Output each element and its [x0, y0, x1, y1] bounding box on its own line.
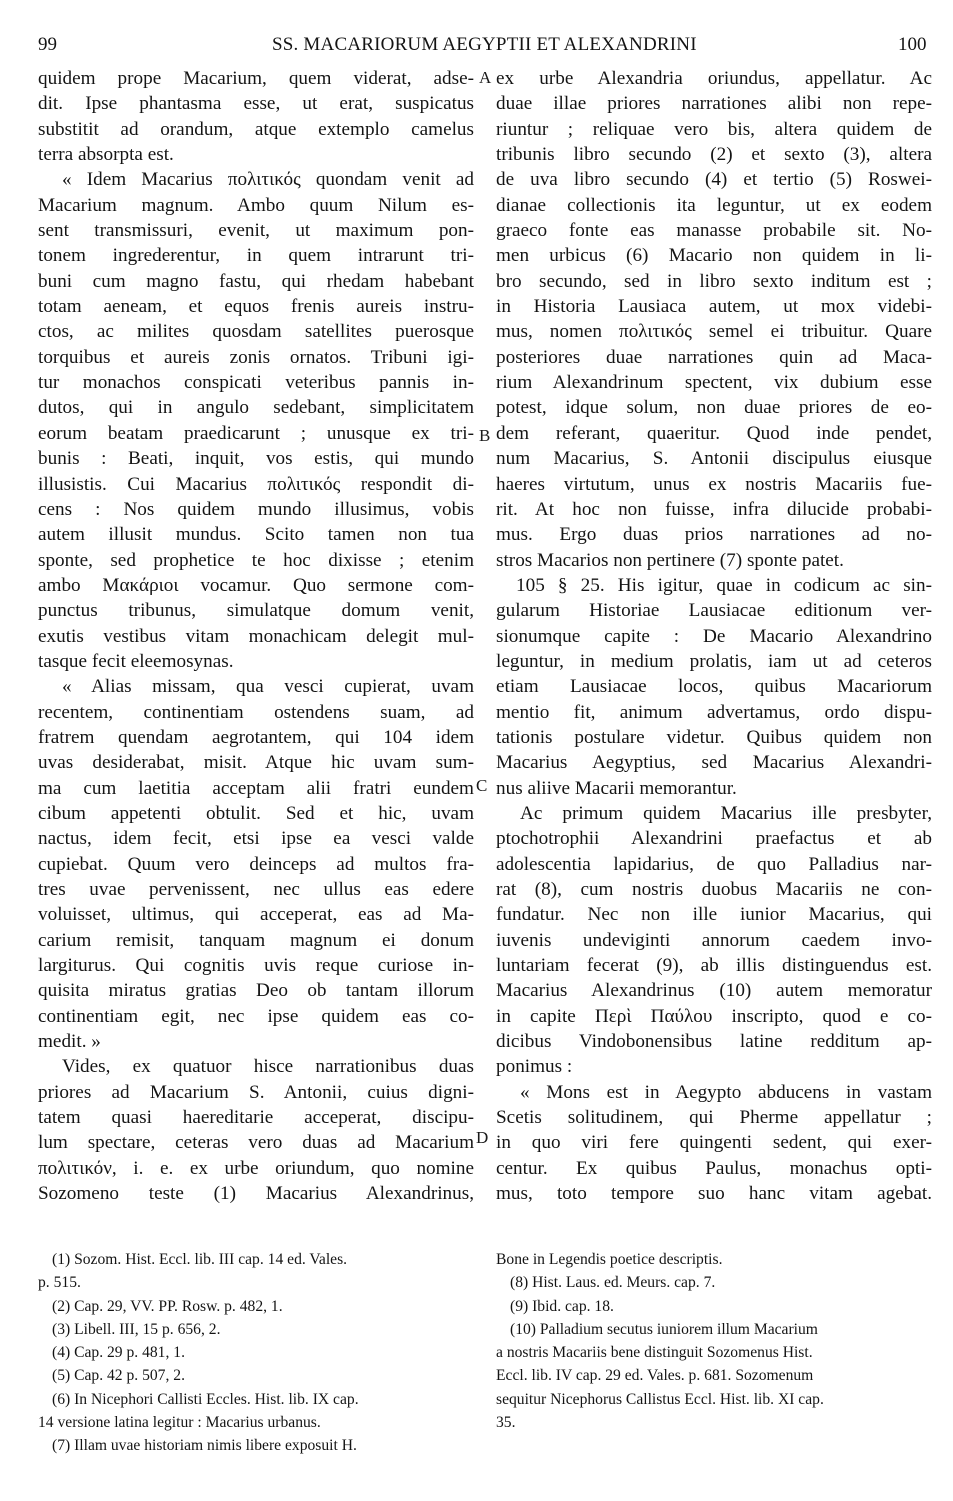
text-line: centur. Ex quibus Paulus, monachus opti- — [496, 1157, 932, 1179]
text-line: mus. Ergo duas prios narrationes ad no- — [496, 524, 932, 546]
text-line: Ac primum quidem Macarius ille presbyter, — [520, 802, 932, 824]
text-line: sent transmissuri, evenit, ut maximum pon- — [38, 220, 474, 242]
text-line: mentio fit, animum advertamus, ordo dispu- — [496, 701, 932, 723]
text-line: 105 § 25. His igitur, quae in codicum ac sin- — [516, 574, 932, 596]
text-line: ctos, ac milites quosdam satellites puerosque — [38, 321, 474, 343]
text-line: sponte, sed prophetice te hoc dixisse ; etenim — [38, 549, 474, 571]
text-line: dem referant, quaeritur. Quod inde pendet, — [496, 422, 932, 444]
text-line: leguntur, in medium prolatis, iam ut ad ceteros — [496, 650, 932, 672]
text-line: substitit ad orandum, atque extemplo camelus — [38, 118, 474, 140]
text-line: priores ad Macarium S. Antonii, cuius digni- — [38, 1081, 474, 1103]
footnote: (9) Ibid. cap. 18. — [510, 1297, 614, 1315]
footnote: (2) Cap. 29, VV. PP. Rosw. p. 482, 1. — [52, 1297, 283, 1315]
text-line: dianae collectionis ita leguntur, ut ex eodem — [496, 194, 932, 216]
text-line: « Idem Macarius πολιτικός quondam venit ad — [62, 169, 474, 191]
text-line: Vides, ex quatuor hisce narrationibus duas — [62, 1056, 474, 1078]
footnote: Eccl. lib. IV cap. 29 ed. Vales. p. 681. Sozomenum — [496, 1367, 814, 1385]
footnote: 14 versione latina legitur : Macarius urbanus. — [38, 1414, 321, 1432]
text-line: illusistis. Cui Macarius πολιτικός respondit di- — [38, 473, 474, 495]
footnotes-right — [496, 1248, 936, 1434]
text-line: rit. At hoc non fuisse, infra dilucide probabi- — [496, 498, 932, 520]
text-line: totam aeneam, et equos frenis aureis instru- — [38, 296, 474, 318]
text-line: medit. » — [38, 1031, 101, 1053]
text-line: dutos, qui in angulo sedebant, simplicitatem — [38, 397, 474, 419]
footnote: sequitur Nicephorus Callistus Eccl. Hist. lib. XI cap. — [496, 1390, 824, 1408]
text-line: eorum beatam praedicarunt ; unusque ex tri- — [38, 422, 474, 444]
text-line: rat (8), cum nostris duobus Macariis ne con- — [496, 879, 932, 900]
text-line: ponimus : — [496, 1056, 573, 1078]
text-line: posteriores duae narrationes quin ad Maca- — [496, 346, 932, 368]
text-line: tres uvae pervenissent, nec ullus eas edere — [38, 879, 474, 900]
text-line: tationis postulare videtur. Quibus quidem non — [496, 726, 932, 748]
text-line: recentem, continentiam ostendens suam, ad — [38, 701, 474, 723]
text-line: continentiam egit, nec ipse quidem eas co- — [38, 1005, 474, 1027]
text-line: largiturus. Qui cognitis uvis reque curiose in- — [38, 955, 474, 977]
text-line: rium Alexandrinum spectent, vix dubium esse — [496, 372, 932, 394]
text-line: « Alias missam, qua vesci cupierat, uvam — [62, 676, 474, 698]
text-line: in quo viri fere quingenti sedent, qui exer- — [496, 1132, 932, 1154]
text-line: exutis vestibus vitam monachicam delegit mul- — [38, 625, 474, 647]
text-line: cupiebat. Quum vero deinceps ad multos fra- — [38, 853, 474, 875]
right-column — [496, 66, 932, 1206]
text-line: tonem ingrederentur, in quem intrarunt tri- — [38, 245, 474, 267]
text-line: fundatur. Nec non ille iunior Macarius, qui — [496, 904, 932, 926]
footnote: a nostris Macariis bene distinguit Sozomenus Hist. — [496, 1344, 813, 1362]
text-line: num Macarius, S. Antonii discipulus eiusque — [496, 448, 932, 470]
text-line: autem illusit mundus. Scito tamen non tua — [38, 524, 474, 546]
text-line: ex urbe Alexandria oriundus, appellatur. Ac — [496, 68, 932, 89]
text-line: terra absorpta est. — [38, 144, 174, 166]
text-line: punctus tribunus, simulatque domum venit, — [38, 600, 474, 622]
footnote: (8) Hist. Laus. ed. Meurs. cap. 7. — [510, 1274, 716, 1292]
text-line: Sozomeno teste (1) Macarius Alexandrinus, — [38, 1183, 474, 1205]
text-line: potest, idque solum, non duae priores de eo- — [496, 397, 932, 419]
margin-letter-c: C — [476, 776, 488, 795]
text-line: voluisset, ultimus, qui acceperat, eas ad Ma- — [38, 904, 474, 926]
footnote: (1) Sozom. Hist. Eccl. lib. III cap. 14 ed. Vales. — [52, 1251, 348, 1268]
text-line: de uva libro secundo (4) et tertio (5) Roswei- — [496, 169, 932, 191]
text-line: ambo Μακάριοι vocamur. Quo sermone com- — [38, 574, 474, 596]
text-line: men urbicus (6) Macario non quidem in li- — [496, 245, 932, 267]
text-line: « Mons est in Aegypto abducens in vastam — [520, 1081, 932, 1103]
text-line: cibum appetenti obtulit. Sed et hic, uvam — [38, 802, 474, 824]
text-line: tatem quasi haereditarie acceperat, discipu- — [38, 1107, 474, 1129]
footnotes-left — [38, 1248, 478, 1458]
text-line: ma cum laetitia acceptam alii fratri eundem — [38, 777, 474, 799]
text-line: sionumque capite : De Macario Alexandrino — [496, 625, 932, 647]
footnote: (3) Libell. III, 15 p. 656, 2. — [52, 1320, 221, 1338]
text-line: riuntur ; reliquae vero bis, altera quidem de — [496, 118, 932, 140]
text-line: quidem prope Macarium, quem viderat, adse- — [38, 68, 474, 89]
margin-letter-b: B — [479, 426, 491, 445]
text-line: bro secundo, sed in libro sexto inditum est ; — [496, 270, 932, 292]
text-line: Macarius Aegyptius, sed Macarius Alexandri- — [496, 752, 932, 774]
text-line: dit. Ipse phantasma esse, ut erat, suspicatus — [38, 93, 474, 115]
text-line: adolescentia lapidarius, de quo Palladius nar- — [496, 853, 932, 875]
footnote: (5) Cap. 42 p. 507, 2. — [52, 1367, 185, 1385]
text-line: graeco fonte eas manasse probabile sit. No- — [496, 220, 932, 242]
text-line: fratrem quendam aegrotantem, qui 104 idem — [38, 726, 474, 748]
text-line: haeres virtutum, unus ex nostris Macariis fue- — [496, 473, 932, 495]
text-line: nactus, idem fecit, etsi ipse ea vesci valde — [38, 828, 474, 850]
margin-letter-a: A — [479, 68, 492, 87]
text-line: πολιτικόν, i. e. ex urbe oriundum, quo nomine — [38, 1157, 474, 1179]
text-line: stros Macarios non pertinere (7) sponte patet. — [496, 549, 844, 571]
text-line: in capite Περὶ Παύλου inscripto, quod e co- — [496, 1005, 932, 1027]
text-line: duae illae priores narrationes alibi non repe- — [496, 93, 932, 115]
running-title: SS. MACARIORUM AEGYPTII ET ALEXANDRINI — [272, 34, 697, 55]
text-line: iuvenis undeviginti annorum caedem invo- — [496, 929, 932, 951]
text-line: bunis : Beati, inquit, vos estis, qui mundo — [38, 448, 474, 470]
text-line: Scetis solitudinem, qui Pherme appellatur ; — [496, 1107, 932, 1129]
text-line: etiam Lausiacae locos, quibus Macariorum — [496, 676, 932, 698]
footnote: Bone in Legendis poetice descriptis. — [496, 1251, 723, 1268]
text-line: carium remisit, tanquam magnum ei donum — [38, 929, 474, 951]
footnote: (10) Palladium secutus iuniorem illum Macarium — [510, 1320, 818, 1338]
text-line: tasque fecit eleemosynas. — [38, 650, 234, 672]
text-line: luntariam fecerat (9), ab illis distinguendus est. — [496, 955, 932, 977]
text-line: ptochotrophii Alexandrini praefactus et ab — [496, 828, 932, 850]
footnote: p. 515. — [38, 1274, 81, 1292]
text-line: uvas desiderabat, misit. Atque hic uvam sum- — [38, 752, 474, 774]
text-line: lum spectare, ceteras vero duas ad Macarium — [38, 1132, 474, 1154]
page-number-right: 100 — [898, 34, 927, 55]
text-line: Macarium magnum. Ambo quum Nilum es- — [38, 194, 474, 216]
page-number-left: 99 — [38, 34, 57, 55]
text-line: quisita miratus gratias Deo ob tantam illorum — [38, 980, 474, 1002]
text-line: dicibus Vindobonensibus latine redditum ap- — [496, 1031, 932, 1053]
margin-letter-d: D — [476, 1128, 489, 1147]
footnote: (7) Illam uvae historiam nimis libere exposuit H. — [52, 1437, 357, 1455]
text-line: buni cum magno fastu, qui rhedam habebant — [38, 270, 474, 292]
footnote: (6) In Nicephori Callisti Eccles. Hist. lib. IX cap. — [52, 1390, 359, 1408]
text-line: nus aliive Macarii memorantur. — [496, 777, 737, 799]
footnote: 35. — [496, 1414, 516, 1432]
text-line: gularum Historiae Lausiacae editionum ver- — [496, 600, 932, 622]
text-line: in Historia Lausiaca autem, ut mox videbi- — [496, 296, 932, 318]
left-column — [38, 66, 474, 1206]
footnote: (4) Cap. 29 p. 481, 1. — [52, 1344, 185, 1362]
running-header — [0, 34, 953, 58]
text-line: tribunis libro secundo (2) et sexto (3), altera — [496, 144, 932, 166]
text-line: cens : Nos quidem mundo illusimus, vobis — [38, 498, 474, 520]
text-line: mus, nomen πολιτικός semel ei tribuitur. Quare — [496, 321, 932, 343]
text-line: Macarius Alexandrinus (10) autem memoratur — [496, 980, 932, 1002]
text-line: mus, toto tempore suo hanc vitam agebat. — [496, 1183, 932, 1205]
text-line: tur monachos conspicati veteribus pannis in- — [38, 372, 474, 394]
text-line: torquibus et aureis zonis ornatos. Tribuni igi- — [38, 346, 474, 368]
